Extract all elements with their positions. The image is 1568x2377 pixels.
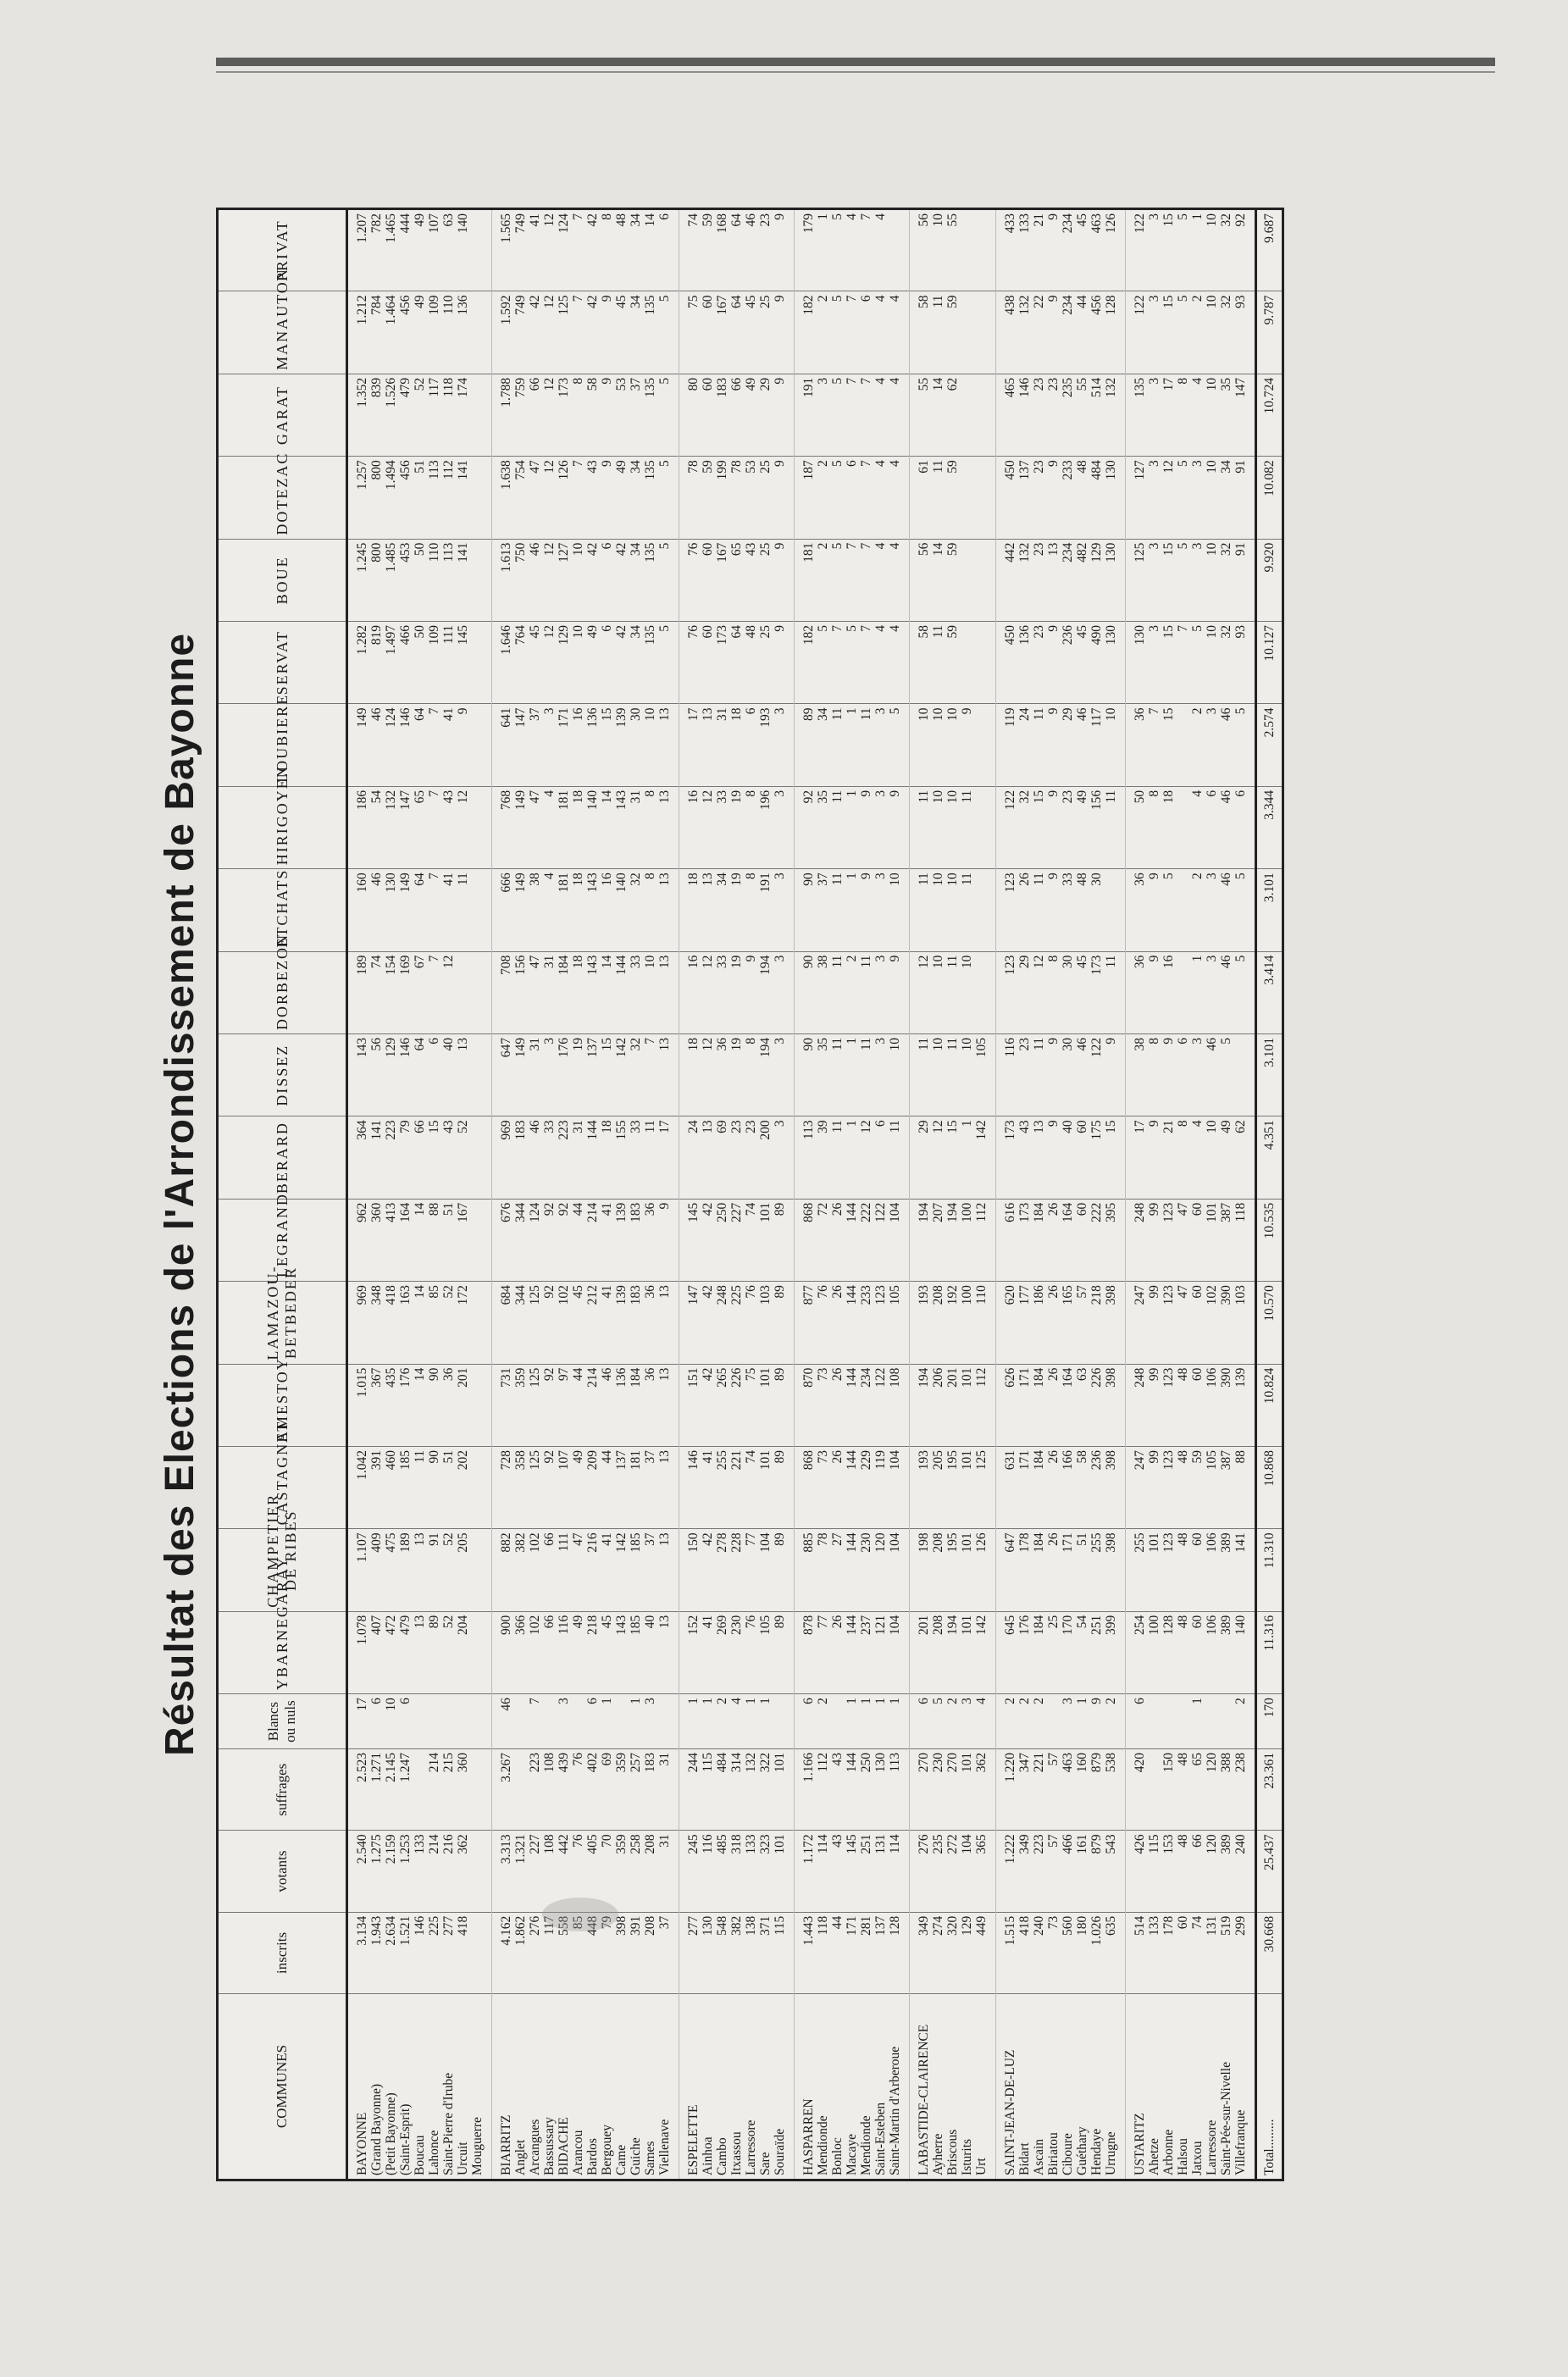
candidate-name: SERVAT	[273, 630, 291, 695]
votes-cell: 247 99 123 47 60 102 390 103	[1126, 1282, 1256, 1364]
votes-cell: 1.078 407 472 479 13 89 52 204	[347, 1611, 492, 1693]
candidate-name: LOUBIERE	[273, 693, 291, 783]
header-blancs: Blancs ou nuls	[218, 1694, 347, 1749]
votes-cell: 123 29 12 8 30 45 173 11	[996, 951, 1126, 1033]
communes-cell: BIARRITZ Anglet Arcangues Bassussary BIDACHE Arancou Bardos Bergouey Came Guiche Sames Viellenave	[492, 1994, 679, 2180]
votes-cell: 194 206 201 101 112	[910, 1364, 996, 1446]
blancs-cell: 2 2 2 3 1 9 2	[996, 1694, 1126, 1749]
votes-cell: 29 12 15 1 142	[910, 1116, 996, 1199]
suffrages-cell: 1.220 347 221 57 463 160 879 538	[996, 1749, 1126, 1831]
votes-cell: 878 77 26 144 237 121 104	[795, 1611, 910, 1693]
votes-cell: 641 147 37 3 171 16 136 15 139 30 10 13	[492, 704, 679, 786]
total-suffrages: 23.361	[1256, 1749, 1283, 1831]
votes-cell: 151 42 265 226 75 101 89	[679, 1364, 795, 1446]
votes-cell: 61 11 59	[910, 457, 996, 539]
blancs-cell: 6 2 1 1 1 1	[795, 1694, 910, 1749]
candidate-name: BERARD	[273, 1122, 291, 1194]
votes-cell: 122 3 15 5 2 10 32 93	[1126, 291, 1256, 374]
votes-cell: 868 73 26 144 229 119 104	[795, 1446, 910, 1528]
votes-cell: 620 177 186 26 165 57 218 398	[996, 1282, 1126, 1364]
blancs-cell: 46 7 3 6 1 1 3	[492, 1694, 679, 1749]
header-candidate	[218, 374, 347, 456]
votes-cell: 24 13 69 23 23 200 3	[679, 1116, 795, 1199]
votes-cell: 1.245 800 1.485 453 50 110 113 141	[347, 539, 492, 621]
votes-cell: 92 35 11 1 9 3 9	[795, 786, 910, 868]
header-inscrits: inscrits	[218, 1912, 347, 1993]
header-suffrages: suffrages	[218, 1749, 347, 1831]
total-row	[1256, 209, 1283, 2180]
votes-cell: 181 2 5 7 7 4 4	[795, 539, 910, 621]
canton-row	[795, 209, 910, 2180]
votes-cell: 89 34 11 1 11 3 5	[795, 704, 910, 786]
votes-cell: 135 3 17 8 4 10 35 147	[1126, 374, 1256, 456]
votes-cell: 119 24 11 9 29 46 117 10	[996, 704, 1126, 786]
blancs-cell: 1 1 2 4 1 1	[679, 1694, 795, 1749]
header-candidate	[218, 1034, 347, 1116]
votes-cell: 173 43 13 9 40 60 175 15	[996, 1116, 1126, 1199]
votes-cell: 50 8 18 4 6 46 6	[1126, 786, 1256, 868]
communes-cell: USTARITZ Ahetze Arbonne Halsou Jatxou Larressore Saint-Pée-sur-Nivelle Villefranque	[1126, 1994, 1256, 2180]
votes-cell: 969 348 418 163 14 85 52 172	[347, 1282, 492, 1364]
votes-cell: 1.565 749 41 12 124 7 42 8 48 34 14 6	[492, 209, 679, 291]
header-candidate	[218, 693, 347, 786]
votes-cell: 116 23 11 9 30 46 122 9	[996, 1034, 1126, 1116]
votes-cell: 450 137 23 9 233 48 484 130	[996, 457, 1126, 539]
votes-cell: 1.788 759 66 12 173 8 58 9 53 37 135 5	[492, 374, 679, 456]
total-votes: 3.414	[1256, 951, 1283, 1033]
votes-cell: 1.107 409 475 189 13 91 52 205	[347, 1529, 492, 1611]
votes-cell: 56 10 55	[910, 209, 996, 291]
votes-cell: 1.592 749 42 12 125 7 42 9 45 34 135 5	[492, 291, 679, 374]
results-sheet	[158, 208, 1504, 2181]
header-candidate	[218, 1116, 347, 1199]
votes-cell: 11 10 10 11	[910, 869, 996, 951]
votes-cell: 113 39 11 1 12 6 11	[795, 1116, 910, 1199]
votes-cell: 255 101 123 48 60 106 389 141	[1126, 1529, 1256, 1611]
votes-cell: 1.282 819 1.497 466 50 109 111 145	[347, 622, 492, 704]
suffrages-cell: 1.166 112 43 144 250 130 113	[795, 1749, 910, 1831]
candidate-name: DISSEZ	[273, 1044, 291, 1106]
votes-cell: 179 1 5 4 7 4	[795, 209, 910, 291]
header-candidate	[218, 1493, 347, 1611]
candidate-name: PRIVAT	[273, 219, 291, 282]
candidate-name: LEGRAND	[273, 1193, 291, 1278]
votes-cell: 147 42 248 225 76 103 89	[679, 1282, 795, 1364]
total-blancs: 170	[1256, 1694, 1283, 1749]
canton-row	[347, 209, 492, 2180]
votes-cell: 182 2 5 7 6 4 4	[795, 291, 910, 374]
votes-cell: 248 99 123 48 60 106 390 139	[1126, 1364, 1256, 1446]
candidate-name: CASTAGNET	[273, 1420, 291, 1526]
votes-cell: 969 183 46 33 223 31 144 18 155 33 11 17	[492, 1116, 679, 1199]
votes-cell: 90 37 11 1 9 3 10	[795, 869, 910, 951]
total-votants: 25.437	[1256, 1831, 1283, 1912]
header-candidate	[218, 1193, 347, 1281]
votes-cell: 122 32 15 9 23 49 156 11	[996, 786, 1126, 868]
votes-cell: 18 12 36 19 8 194 3	[679, 1034, 795, 1116]
votes-cell: 150 42 278 228 77 104 89	[679, 1529, 795, 1611]
votes-cell: 442 132 23 13 234 482 129 130	[996, 539, 1126, 621]
total-votes: 10.082	[1256, 457, 1283, 539]
votes-cell: 647 149 31 3 176 19 137 15 142 32 7 13	[492, 1034, 679, 1116]
votes-cell: 189 74 154 169 67 7 12	[347, 951, 492, 1033]
header-candidate	[218, 622, 347, 704]
votes-cell: 187 2 5 6 7 4 4	[795, 457, 910, 539]
candidate-name: LAMAZOU-BETBEDER	[264, 1265, 299, 1360]
votes-cell: 182 5 7 5 7 4 4	[795, 622, 910, 704]
votes-cell: 17 9 21 8 4 10 49 62	[1126, 1116, 1256, 1199]
votants-cell: 426 115 153 48 66 120 389 240	[1126, 1831, 1256, 1912]
votes-cell: 16 12 33 19 9 194 3	[679, 951, 795, 1033]
votes-cell: 438 132 22 9 234 44 456 128	[996, 291, 1126, 374]
total-votes: 2.574	[1256, 704, 1283, 786]
candidate-name: GARAT	[273, 385, 291, 446]
votes-cell: 1.207 782 1.465 444 49 107 63 140	[347, 209, 492, 291]
blancs-cell: 17 6 10 6	[347, 1694, 492, 1749]
votes-cell: 11 10 10 11	[910, 786, 996, 868]
total-votes: 3.101	[1256, 1034, 1283, 1116]
communes-cell: SAINT-JEAN-DE-LUZ Bidart Ascain Biriatou Ciboure Guéthary Hendaye Urrugne	[996, 1994, 1126, 2180]
votes-cell: 90 38 11 2 11 3 9	[795, 951, 910, 1033]
communes-cell: BAYONNE (Grand Bayonne) (Petit Bayonne) (Saint-Esprit) Boucau Lahonce Saint-Pierre d'Irube Urcuit Mouguerre	[347, 1994, 492, 2180]
total-votes: 10.868	[1256, 1446, 1283, 1528]
votes-cell: 882 382 102 66 111 47 216 41 142 185 37 13	[492, 1529, 679, 1611]
votes-cell: 130 3 15 7 5 10 32 93	[1126, 622, 1256, 704]
communes-cell: LABASTIDE-CLAIRENCE Ayherre Briscous Isturits Urt	[910, 1994, 996, 2180]
total-votes: 10.127	[1256, 622, 1283, 704]
votes-cell: 193 205 195 101 125	[910, 1446, 996, 1528]
candidate-name: DORBEZON	[273, 934, 291, 1030]
votants-cell: 2.540 1.275 2.159 1.253 133 214 216 362	[347, 1831, 492, 1912]
candidate-name: DOTEZAC	[273, 452, 291, 535]
results-table	[216, 208, 1284, 2181]
blancs-cell: 6 1 2	[1126, 1694, 1256, 1749]
votes-cell: 731 359 125 92 97 44 214 46 136 184 36 13	[492, 1364, 679, 1446]
votes-cell: 201 208 194 101 142	[910, 1611, 996, 1693]
votes-cell: 127 3 12 5 3 10 34 91	[1126, 457, 1256, 539]
votes-cell: 146 41 255 221 74 101 89	[679, 1446, 795, 1528]
votes-cell: 198 208 195 101 126	[910, 1529, 996, 1611]
votants-cell: 1.222 349 223 57 466 161 879 543	[996, 1831, 1126, 1912]
votes-cell: 1.638 754 47 12 126 7 43 9 49 34 135 5	[492, 457, 679, 539]
votes-cell: 143 56 129 146 64 6 40 13	[347, 1034, 492, 1116]
votes-cell: 76 60 167 65 43 25 9	[679, 539, 795, 621]
total-votes: 9.920	[1256, 539, 1283, 621]
candidate-name: MANAUTON	[273, 268, 291, 370]
total-votes: 9.687	[1256, 209, 1283, 291]
votes-cell: 55 14 62	[910, 374, 996, 456]
header-candidate	[218, 934, 347, 1033]
votes-cell: 868 72 26 144 222 122 104	[795, 1199, 910, 1281]
votes-cell: 254 100 128 48 60 106 389 140	[1126, 1611, 1256, 1693]
total-label: Total.........	[1256, 1994, 1283, 2180]
votes-cell: 56 14 59	[910, 539, 996, 621]
votes-cell: 74 59 168 64 46 23 9	[679, 209, 795, 291]
candidate-name: AMESTOY	[273, 1357, 291, 1443]
votants-cell: 1.172 114 43 145 251 131 114	[795, 1831, 910, 1912]
total-votes: 4.351	[1256, 1116, 1283, 1199]
inscrits-cell: 1.443 118 44 171 281 137 128	[795, 1912, 910, 1993]
votes-cell: 1.042 391 460 185 11 90 51 202	[347, 1446, 492, 1528]
votants-cell: 276 235 272 104 365	[910, 1831, 996, 1912]
votes-cell: 708 156 47 31 184 18 143 14 144 33 10 13	[492, 951, 679, 1033]
communes-cell: ESPELETTE Ainhoa Cambo Itxassou Larressore Sare Souraïde	[679, 1994, 795, 2180]
votes-cell: 666 149 38 4 181 18 143 16 140 32 8 13	[492, 869, 679, 951]
candidate-name: CHAMPETIER DE RIBES	[264, 1493, 299, 1608]
blancs-cell: 6 5 2 3 4	[910, 1694, 996, 1749]
header-candidate	[218, 209, 347, 291]
votes-cell: 647 178 184 26 171 51 255 398	[996, 1529, 1126, 1611]
votants-cell: 3.313 1.321 227 108 442 76 405 70 359 258 208 31	[492, 1831, 679, 1912]
votes-cell: 125 3 15 5 3 10 32 91	[1126, 539, 1256, 621]
masthead-rule-thin	[216, 71, 1495, 73]
votes-cell: 676 344 124 92 92 44 214 41 139 183 36 9	[492, 1199, 679, 1281]
votes-cell: 16 12 33 19 8 196 3	[679, 786, 795, 868]
total-inscrits: 30.668	[1256, 1912, 1283, 1993]
votes-cell: 145 42 250 227 74 101 89	[679, 1199, 795, 1281]
votes-cell: 17 13 31 18 6 193 3	[679, 704, 795, 786]
votes-cell: 122 3 15 5 1 10 32 92	[1126, 209, 1256, 291]
header-candidate	[218, 1420, 347, 1528]
votes-cell: 18 13 34 19 8 191 3	[679, 869, 795, 951]
votes-cell: 364 141 223 79 66 15 43 52	[347, 1116, 492, 1199]
header-votants: votants	[218, 1831, 347, 1912]
votes-cell: 11 10 11 10 105	[910, 1034, 996, 1116]
votes-cell: 123 26 11 9 33 48 30	[996, 869, 1126, 951]
total-votes: 11.316	[1256, 1611, 1283, 1693]
suffrages-cell: 244 115 484 314 132 322 101	[679, 1749, 795, 1831]
votes-cell: 248 99 123 47 60 101 387 118	[1126, 1199, 1256, 1281]
total-votes: 9.787	[1256, 291, 1283, 374]
votes-cell: 75 60 167 64 45 25 9	[679, 291, 795, 374]
votes-cell: 193 208 192 100 110	[910, 1282, 996, 1364]
votes-cell: 78 59 199 78 53 25 9	[679, 457, 795, 539]
votes-cell: 12 10 11 10	[910, 951, 996, 1033]
total-votes: 11.310	[1256, 1529, 1283, 1611]
votes-cell: 58 11 59	[910, 622, 996, 704]
votes-cell: 58 11 59	[910, 291, 996, 374]
header-candidate	[218, 1357, 347, 1446]
votes-cell: 160 46 130 149 64 7 41 11	[347, 869, 492, 951]
votes-cell: 885 78 27 144 230 120 104	[795, 1529, 910, 1611]
votes-cell: 90 35 11 1 11 3 10	[795, 1034, 910, 1116]
votes-cell: 80 60 183 66 49 29 9	[679, 374, 795, 456]
suffrages-cell: 2.523 1.271 2.145 1.247 214 215 360	[347, 1749, 492, 1831]
header-communes: COMMUNES	[218, 1994, 347, 2180]
total-votes: 3.101	[1256, 869, 1283, 951]
votes-cell: 36 7 15 2 3 46 5	[1126, 704, 1256, 786]
votes-cell: 877 76 26 144 233 123 105	[795, 1282, 910, 1364]
candidate-name: YBARNEGARAY	[273, 1555, 291, 1691]
total-votes: 10.724	[1256, 374, 1283, 456]
suffrages-cell: 3.267 223 108 439 76 402 69 359 257 183 31	[492, 1749, 679, 1831]
votes-cell: 684 344 125 92 102 45 212 41 139 183 36 13	[492, 1282, 679, 1364]
votes-cell: 1.015 367 435 176 14 90 36 201	[347, 1364, 492, 1446]
votes-cell: 962 360 413 164 14 88 51 167	[347, 1199, 492, 1281]
communes-cell: HASPARREN Mendionde Bonloc Macaye Mendionde Saint-Esteben Saint-Martin d'Arberoue	[795, 1994, 910, 2180]
votes-cell: 38 8 9 6 3 46 5	[1126, 1034, 1256, 1116]
votes-cell: 149 46 124 146 64 7 41 9	[347, 704, 492, 786]
votes-cell: 1.352 839 1.526 479 52 117 118 174	[347, 374, 492, 456]
canton-row	[996, 209, 1126, 2180]
votes-cell: 36 9 16 1 3 46 5	[1126, 951, 1256, 1033]
inscrits-cell: 3.134 1.943 2.634 1.521 146 225 277 418	[347, 1912, 492, 1993]
votants-cell: 245 116 485 318 133 323 101	[679, 1831, 795, 1912]
votes-cell: 152 41 269 230 76 105 89	[679, 1611, 795, 1693]
header-candidate	[218, 1555, 347, 1693]
inscrits-cell: 277 130 548 382 138 371 115	[679, 1912, 795, 1993]
votes-cell: 186 54 132 147 65 7 43 12	[347, 786, 492, 868]
votes-cell: 1.613 750 46 12 127 10 42 6 42 34 135 5	[492, 539, 679, 621]
votes-cell: 76 60 173 64 48 25 9	[679, 622, 795, 704]
total-votes: 3.344	[1256, 786, 1283, 868]
votes-cell: 194 207 194 100 112	[910, 1199, 996, 1281]
canton-row	[492, 209, 679, 2180]
candidate-name: HIRIGOYEN	[273, 765, 291, 866]
suffrages-cell: 270 230 270 101 362	[910, 1749, 996, 1831]
page-title: Résultat des Elections de l'Arrondissement de Bayonne	[158, 632, 202, 1757]
votes-cell: 10 10 10 9	[910, 704, 996, 786]
total-votes: 10.824	[1256, 1364, 1283, 1446]
votes-cell: 645 176 184 25 170 54 251 399	[996, 1611, 1126, 1693]
masthead-rule	[216, 58, 1495, 66]
votes-cell: 1.212 784 1.464 456 49 109 110 136	[347, 291, 492, 374]
votes-cell: 870 73 26 144 234 122 108	[795, 1364, 910, 1446]
votes-cell: 247 99 123 48 59 105 387 88	[1126, 1446, 1256, 1528]
header-candidate	[218, 268, 347, 374]
candidate-name: BOUE	[273, 556, 291, 605]
total-votes: 10.570	[1256, 1282, 1283, 1364]
suffrages-cell: 420 150 48 65 120 388 238	[1126, 1749, 1256, 1831]
votes-cell: 900 366 102 66 116 49 218 45 143 185 40 13	[492, 1611, 679, 1693]
votes-cell: 626 171 184 26 164 63 226 398	[996, 1364, 1126, 1446]
votes-cell: 616 173 184 26 164 60 222 395	[996, 1199, 1126, 1281]
header-candidate	[218, 452, 347, 539]
header-candidate	[218, 539, 347, 621]
header-candidate	[218, 1265, 347, 1364]
votes-cell: 1.646 764 45 12 129 10 49 6 42 34 135 5	[492, 622, 679, 704]
inscrits-cell: 4.162 1.862 276 117 558 85 448 79 398 391 208 37	[492, 1912, 679, 1993]
inscrits-cell: 1.515 418 240 73 560 180 1.026 635	[996, 1912, 1126, 1993]
header-candidate	[218, 765, 347, 868]
canton-row	[910, 209, 996, 2180]
inscrits-cell: 349 274 320 129 449	[910, 1912, 996, 1993]
votes-cell: 465 146 23 23 235 55 514 132	[996, 374, 1126, 456]
votes-cell: 631 171 184 26 166 58 236 398	[996, 1446, 1126, 1528]
votes-cell: 768 149 47 4 181 18 140 14 143 31 8 13	[492, 786, 679, 868]
votes-cell: 728 358 125 92 107 49 209 44 137 181 37 13	[492, 1446, 679, 1528]
inscrits-cell: 514 133 178 60 74 131 519 299	[1126, 1912, 1256, 1993]
canton-row	[1126, 209, 1256, 2180]
canton-row	[679, 209, 795, 2180]
votes-cell: 191 3 5 7 7 4 4	[795, 374, 910, 456]
votes-cell: 433 133 21 9 234 45 463 126	[996, 209, 1126, 291]
votes-cell: 1.257 800 1.494 456 51 113 112 141	[347, 457, 492, 539]
ink-smudge	[542, 1898, 618, 1931]
header-candidate	[218, 869, 347, 951]
votes-cell: 36 9 5 2 3 46 5	[1126, 869, 1256, 951]
total-votes: 10.535	[1256, 1199, 1283, 1281]
header-row	[218, 209, 347, 2180]
votes-cell: 450 136 23 9 236 45 490 130	[996, 622, 1126, 704]
candidate-name: ETCHATS	[273, 868, 291, 948]
